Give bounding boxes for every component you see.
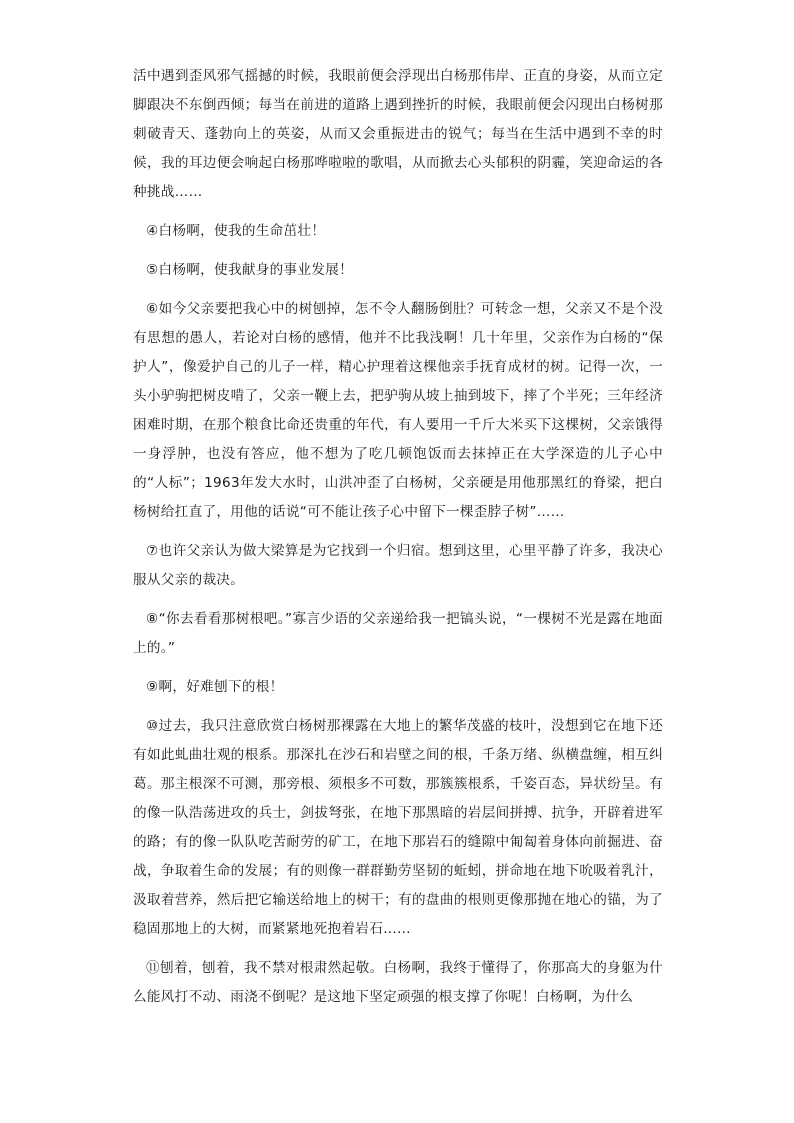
paragraph-6: ⑥如今父亲要把我心中的树刨掉，怎不令人翻肠倒肚？可转念一想，父亲又不是个没有思想的愚人，若论对白杨的感情，他并不比我浅啊！几十年里，父亲作为白杨的“保护人”，像爱护自己的儿子一样，精心护理着这棵他亲手抚育成材的树。记得一次，一头小驴驹把树皮啃了，父亲一鞭上去，把驴驹从坡上抽到坡下，摔了个半死；三年经济困难时期，在那个粮食比命还贵重的年代，有人要用一千斤大米买下这棵树，父亲饿得一身浮肿，也没有答应，他不想为了吃几顿饱饭而去抹掉正在大学深造的儿子心中的“人标”；1963年发大水时，山洪冲歪了白杨树，父亲硬是用他那黑红的脊梁，把白杨树给扛直了，用他的话说“可不能让孩子心中留下一棵歪脖子树”……: [133, 301, 663, 520]
paragraph-11: ⑪刨着，刨着，我不禁对根肃然起敬。白杨啊，我终于懂得了，你那高大的身躯为什么能风打不动、雨浇不倒呢？是这地下坚定顽强的根支撑了你呢！白杨啊，为什么: [133, 960, 663, 1005]
article-body: [133, 62, 663, 1022]
paragraph-9: ⑨啊，好难刨下的根！: [146, 679, 284, 695]
paragraph-8: ⑧“你去看看那树根吧。”寡言少语的父亲递给我一把镐头说，“一棵树不光是露在地面上的。”: [133, 611, 663, 656]
paragraph-7: ⑦也许父亲认为做大梁算是为它找到一个归宿。想到这里，心里平静了许多，我决心服从父亲的裁决。: [133, 543, 663, 588]
paragraph-10: ⑩过去，我只注意欣赏白杨树那裸露在大地上的繁华茂盛的枝叶，没想到它在地下还有如此虬曲壮观的根系。那深扎在沙石和岩壁之间的根，千条万绪、纵横盘缠，相互纠葛。那主根深不可测，那旁根、须根多不可数，那簇簇根系，千姿百态，异状纷呈。有的像一队浩荡进攻的兵士，剑拔弩张，在地下那黑暗的岩层间拼搏、抗争，开辟着进军的路；有的像一队队吃苦耐劳的矿工，在地下那岩石的缝隙中匍匐着身体向前掘进、奋战，争取着生命的发展；有的则像一群群勤劳坚韧的蚯蚓，拼命地在地下吮吸着乳汁，汲取着营养，然后把它输送给地上的树干；有的盘曲的根则更像那抛在地心的锚，为了稳固那地上的大树，而紧紧地死抱着岩石……: [133, 718, 663, 937]
paragraph-4: ④白杨啊，使我的生命茁壮！: [146, 223, 326, 239]
paragraph-continued: 活中遇到歪风邪气摇撼的时候，我眼前便会浮现出白杨那伟岸、正直的身姿，从而立定脚跟决不东倒西倾；每当在前进的道路上遇到挫折的时候，我眼前便会闪现出白杨树那刺破青天、蓬勃向上的英姿，从而又会重振进击的锐气；每当在生活中遇到不幸的时候，我的耳边便会响起白杨那哗啦啦的歌唱，从而掀去心头郁积的阴霾，笑迎命运的各种挑战……: [133, 68, 663, 200]
paragraph-5: ⑤白杨啊，使我献身的事业发展！: [146, 262, 353, 278]
